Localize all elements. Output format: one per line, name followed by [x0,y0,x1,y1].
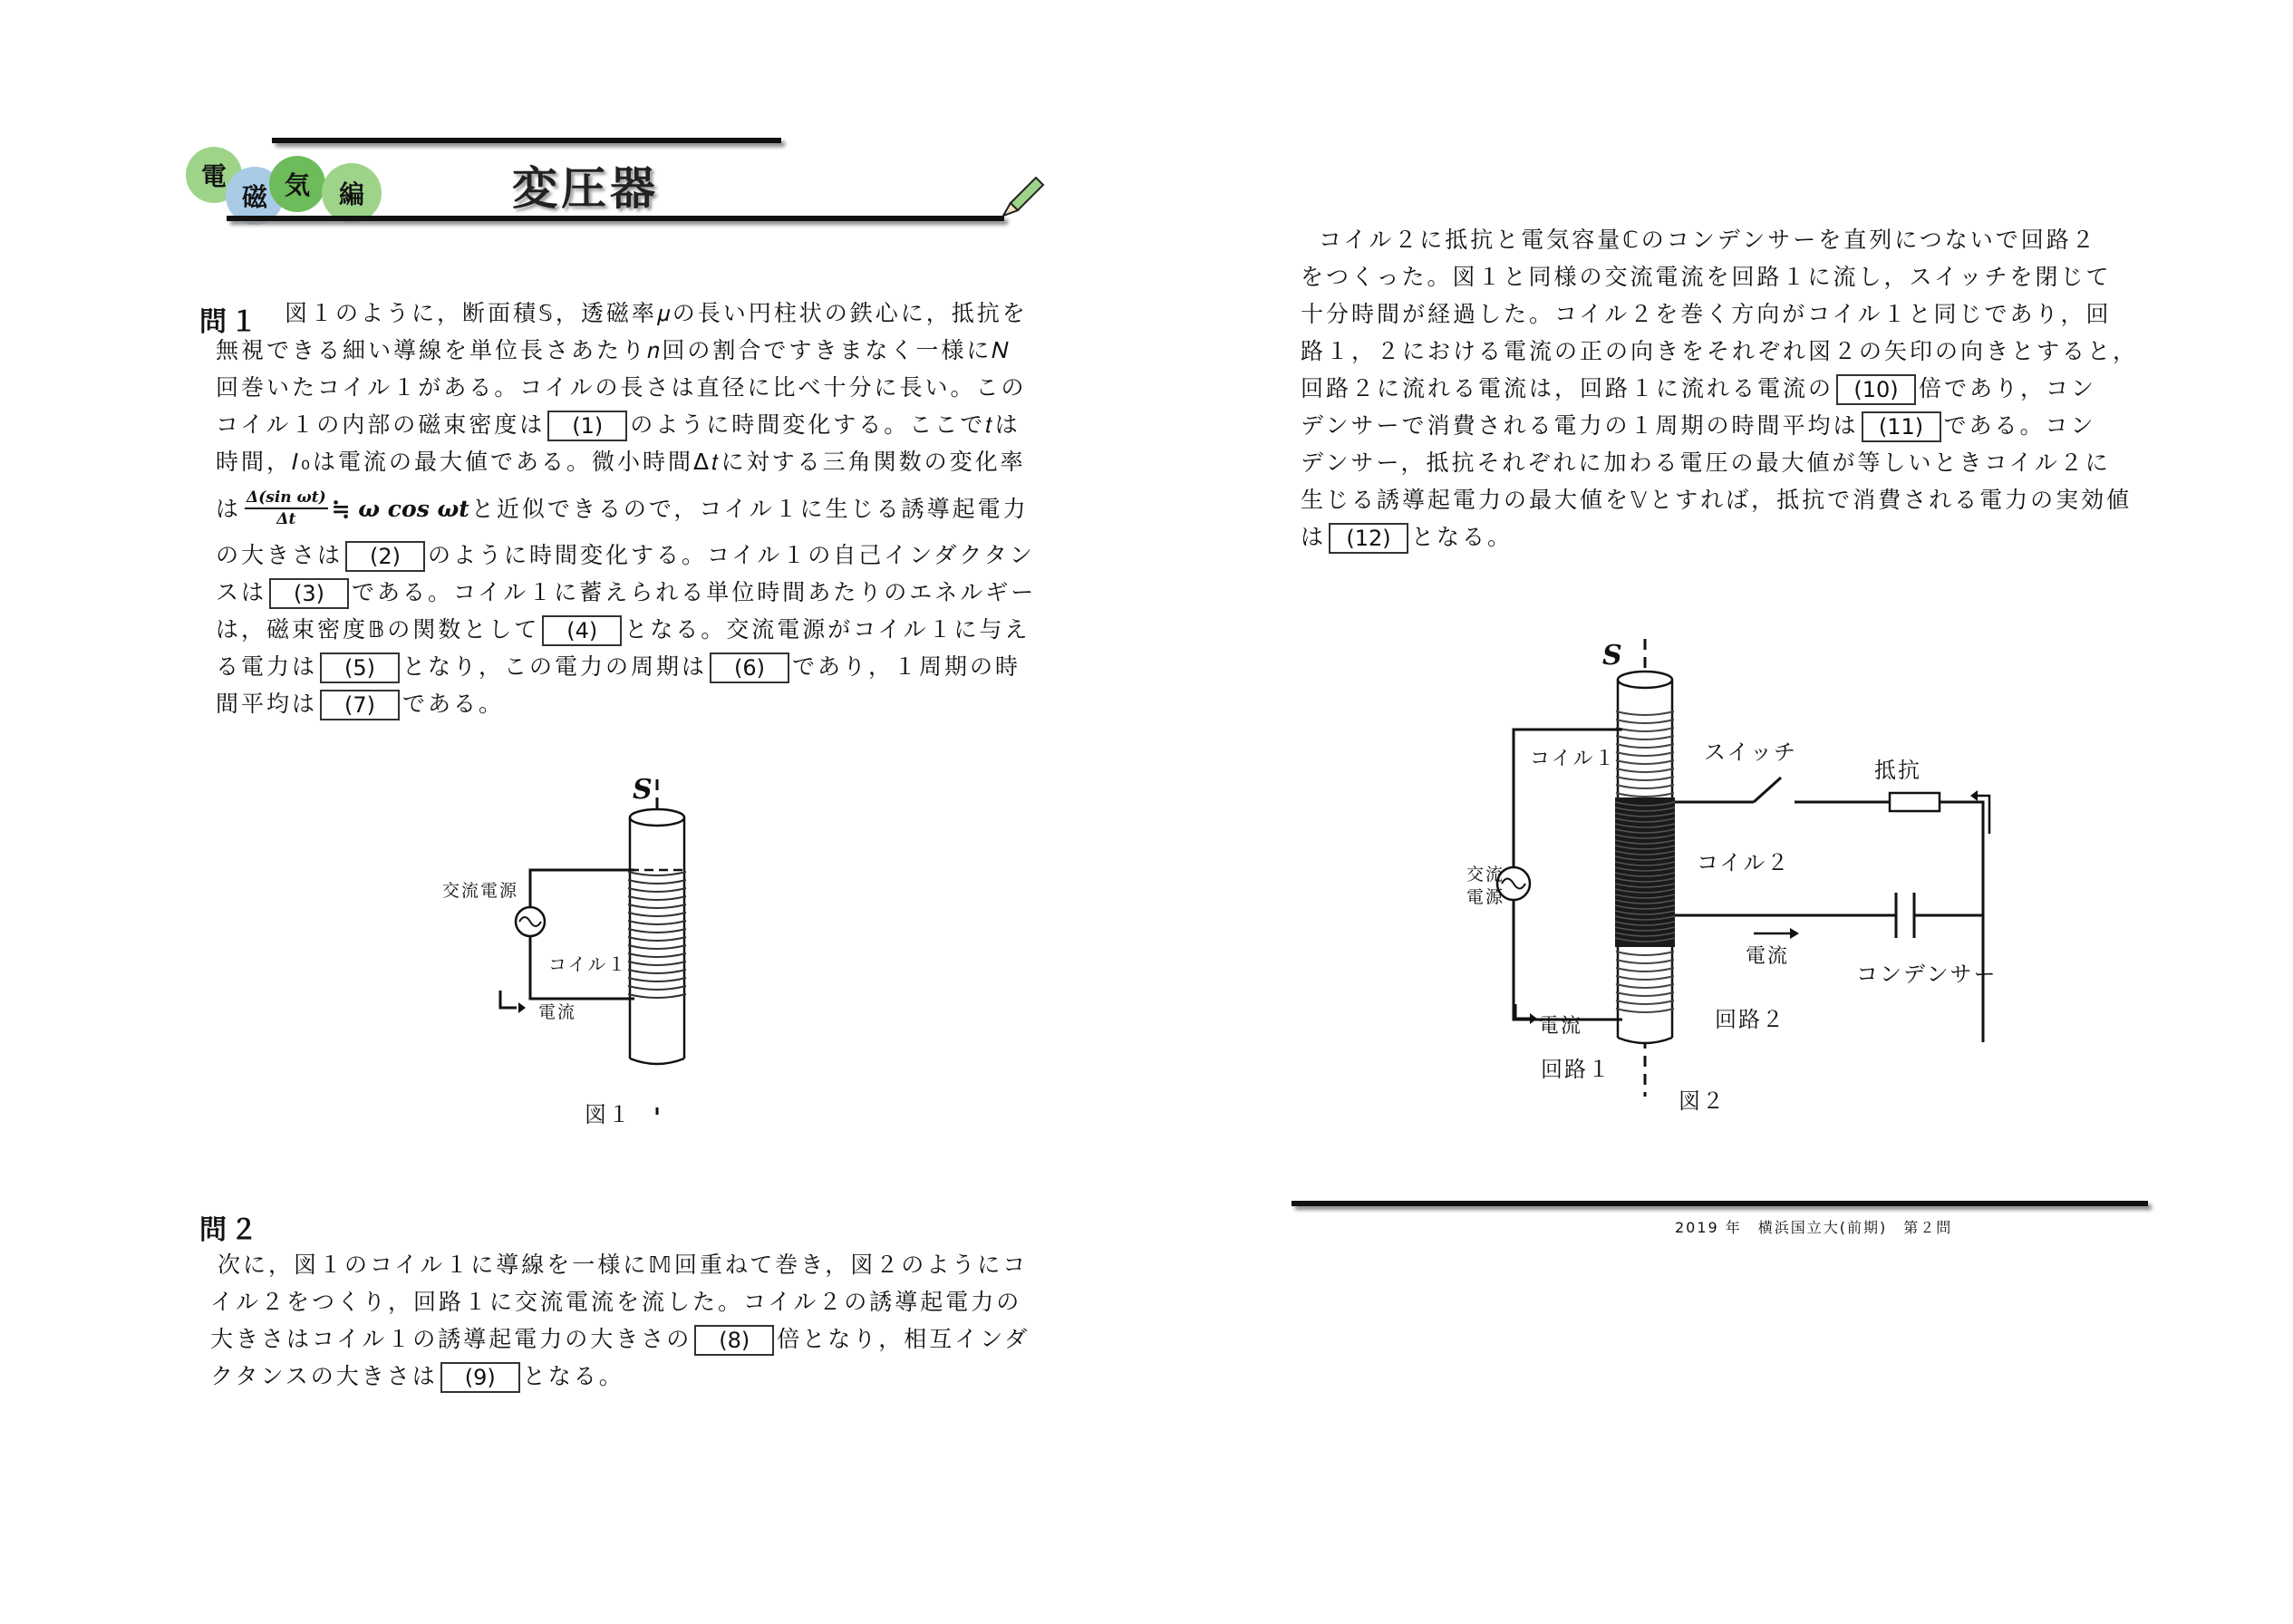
badge-circle-4 [322,163,382,223]
blank-6: (6) [710,652,789,683]
right-line-7: デンサー，抵抗それぞれに加わる電圧の最大値が等しいときコイル２に [1301,450,2111,476]
right-line-1: コイル２に抵抗と電気容量ℂのコンデンサーを直列につないで回路２ [1319,227,2097,253]
footer-source: 2019 年 横浜国立大(前期) 第２問 [1675,1219,1953,1236]
header-bottom-rule [227,216,1004,221]
blank-4: (4) [542,615,622,646]
q1-line-3: 回巻いたコイル１がある。コイルの長さは直径に比べ十分に長い。この [216,374,1027,401]
fig2-resistor-label: 抵抗 [1874,758,1921,783]
fig2-s-label: S [1602,640,1622,672]
q1-line-2: 無視できる細い導線を単位長さあたり𝑛回の割合ですきまなく一様に𝑁 [216,337,1011,363]
right-line-4: 路１，２における電流の正の向きをそれぞれ図２の矢印の向きとすると， [1301,338,2139,364]
figure-2-drawing [1441,634,2021,1124]
q1-line-7: の大きさは (2) のように時間変化する。コイル１の自己インダクタン [216,536,1036,574]
fig2-current-label-2: 電流 [1746,945,1790,968]
blank-9: (9) [440,1362,520,1393]
fraction-numerator: Δ(sin ωt) [245,488,328,509]
blank-2: (2) [345,541,425,572]
q1-line-8: スは (3) である。コイル１に蓄えられる単位時間あたりのエネルギー [216,574,1036,611]
fig2-source-label-1: 交流 [1466,865,1505,884]
blank-7: (7) [320,690,400,720]
figure-1 [435,770,798,1133]
q1-line-10: る電力は (5) となり，この電力の周期は (6) であり，１周期の時 [216,648,1036,685]
right-text [1301,221,2138,556]
blank-12: (12) [1329,523,1408,554]
q2-text [210,1246,1030,1395]
q1-line-5: 時間，𝐼₀は電流の最大値である。微小時間Δ𝑡に対する三角関数の変化率 [216,449,1026,475]
right-line-5: 回路２に流れる電流は，回路１に流れる電流の (10) 倍であり，コン [1301,370,2138,407]
blank-8: (8) [694,1325,774,1356]
fig2-caption: 図２ [1679,1088,1726,1114]
right-line-6: デンサーで消費される電力の１周期の時間平均は (11) である。コン [1301,407,2138,444]
right-line-8: 生じる誘導起電力の最大値を𝕍とすれば，抵抗で消費される電力の実効値 [1301,487,2133,513]
q1-line-9: は，磁束密度𝔹の関数として (4) となる。交流電源がコイル１に与え [216,611,1036,648]
fig1-source-label: 交流電源 [442,881,519,901]
fig1-caption: 図１ [585,1102,632,1127]
blank-1: (1) [547,411,627,441]
fig2-capacitor-label: コンデンサー [1856,962,1998,987]
pencil-icon [998,172,1049,223]
q1-text [216,295,1036,722]
fig2-source-label-2: 電源 [1466,887,1505,907]
fraction [245,488,328,529]
fig2-coil1-label: コイル１ [1530,748,1617,770]
header [186,136,1047,227]
blank-10: (10) [1836,374,1916,405]
badge-char-4: 編 [338,179,364,209]
blank-3: (3) [269,578,349,609]
badge-char-2: 磁 [241,182,267,212]
figure-2 [1441,634,2021,1124]
q1-line-6: は $\frac{\text{Δ(sin ωt)}}{\Delta t}$ ≒ ω cos ωt と近似できるので，コイル１に生じる誘導起電力 [216,488,1029,528]
fig2-circuit1-label: 回路１ [1541,1057,1611,1082]
header-top-rule [272,138,781,143]
fig2-current-label-1: 電流 [1539,1015,1583,1038]
q2-line-4: クタンスの大きさは (9) となる。 [210,1358,1030,1395]
badge-char-3: 気 [284,170,310,200]
q1-label: 問１ [199,306,261,338]
q2-label: 問２ [199,1214,261,1246]
fig2-switch-label: スイッチ [1704,740,1798,765]
q2-line-2: イル２をつくり，回路１に交流電流を流した。コイル２の誘導起電力の [210,1289,1022,1315]
approx-expression: ≒ ω cos ωt [331,495,469,522]
right-line-2: をつくった。図１と同様の交流電流を回路１に流し，スイッチを閉じて [1301,264,2112,290]
fig2-circuit2-label: 回路２ [1715,1007,1785,1032]
fig1-coil-label: コイル１ [548,953,628,975]
fig1-current-label: 電流 [538,1002,577,1022]
right-line-3: 十分時間が経過した。コイル２を巻く方向がコイル１と同じであり，回 [1301,301,2112,327]
q1-line-11: 間平均は (7) である。 [216,685,1036,722]
blank-5: (5) [320,652,400,683]
fraction-denominator: Δt [276,510,296,528]
fig1-s-label: S [633,774,653,806]
q2-line-1: 次に，図１のコイル１に導線を一様に𝕄回重ねて巻き，図２のようにコ [218,1252,1029,1278]
right-line-9: は (12) となる。 [1301,518,2138,556]
fig2-coil2-label: コイル２ [1697,850,1791,875]
q2-line-3: 大きさはコイル１の誘導起電力の大きさの (8) 倍となり，相互インダ [210,1320,1030,1358]
badge-char-1: 電 [200,161,227,191]
page-title: 変圧器 [512,162,659,215]
footer-rule [1292,1201,2148,1206]
q1-line-4: コイル１の内部の磁束密度は (1) のように時間変化する。ここで𝑡は [216,406,1036,443]
blank-11: (11) [1862,411,1941,442]
badge-circle-3 [269,156,325,212]
q1-line-1: 図１のように，断面積𝕊，透磁率𝜇の長い円柱状の鉄心に，抵抗を [285,300,1028,326]
